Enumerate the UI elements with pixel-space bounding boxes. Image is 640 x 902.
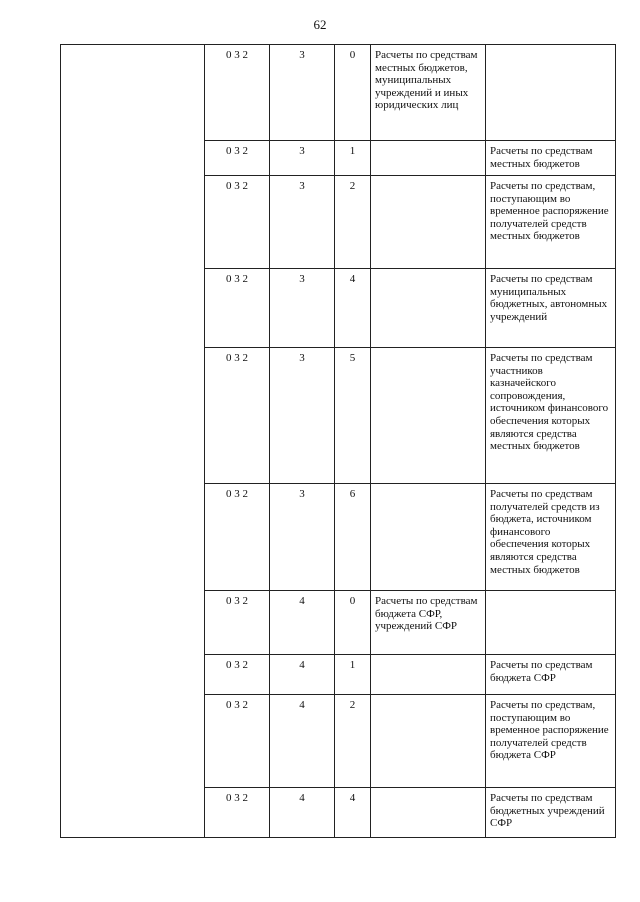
code-cell: 0 3 2 xyxy=(205,655,270,695)
subgroup-cell: 6 xyxy=(335,484,371,591)
page-number: 62 xyxy=(313,17,327,32)
subaccount-name-cell: Расчеты по средствам муниципальных бюджетных, автономных учреждений xyxy=(486,269,616,348)
subaccount-name-cell xyxy=(486,591,616,655)
subgroup-cell: 0 xyxy=(335,591,371,655)
account-name-cell xyxy=(371,269,486,348)
group-cell: 4 xyxy=(270,591,335,655)
subaccount-name-cell xyxy=(486,45,616,141)
subgroup-cell: 4 xyxy=(335,788,371,838)
subaccount-name-cell: Расчеты по средствам бюджетных учреждений СФР xyxy=(486,788,616,838)
account-name-cell xyxy=(371,141,486,176)
account-name-cell xyxy=(371,176,486,269)
subaccount-name-cell: Расчеты по средствам получателей средств из бюджета, источником финансового обеспечения которых являются средства местных бюджетов xyxy=(486,484,616,591)
table-row xyxy=(61,45,616,141)
subaccount-name-cell: Расчеты по средствам местных бюджетов xyxy=(486,141,616,176)
subgroup-cell: 2 xyxy=(335,176,371,269)
group-cell: 3 xyxy=(270,348,335,484)
document-table xyxy=(60,44,616,838)
account-name-cell xyxy=(371,484,486,591)
subaccount-name-cell: Расчеты по средствам участников казначейского сопровождения, источником финансового обеспечения которых являются средства местных бюджетов xyxy=(486,348,616,484)
code-cell: 0 3 2 xyxy=(205,269,270,348)
account-name-cell xyxy=(371,655,486,695)
account-name-cell: Расчеты по средствам бюджета СФР, учреждений СФР xyxy=(371,591,486,655)
group-cell: 3 xyxy=(270,484,335,591)
subgroup-cell: 1 xyxy=(335,141,371,176)
group-cell: 3 xyxy=(270,269,335,348)
subaccount-name-cell: Расчеты по средствам, поступающим во временное распоряжение получателей средств бюджета СФР xyxy=(486,695,616,788)
empty-left-column xyxy=(61,45,205,838)
account-name-cell xyxy=(371,348,486,484)
subgroup-cell: 4 xyxy=(335,269,371,348)
group-cell: 4 xyxy=(270,695,335,788)
group-cell: 3 xyxy=(270,141,335,176)
account-name-cell: Расчеты по средствам местных бюджетов, муниципальных учреждений и иных юридических лиц xyxy=(371,45,486,141)
code-cell: 0 3 2 xyxy=(205,484,270,591)
subgroup-cell: 0 xyxy=(335,45,371,141)
account-name-cell xyxy=(371,695,486,788)
group-cell: 4 xyxy=(270,655,335,695)
code-cell: 0 3 2 xyxy=(205,176,270,269)
subgroup-cell: 1 xyxy=(335,655,371,695)
code-cell: 0 3 2 xyxy=(205,348,270,484)
account-name-cell xyxy=(371,788,486,838)
subgroup-cell: 5 xyxy=(335,348,371,484)
subaccount-name-cell: Расчеты по средствам, поступающим во временное распоряжение получателей средств местных бюджетов xyxy=(486,176,616,269)
subgroup-cell: 2 xyxy=(335,695,371,788)
code-cell: 0 3 2 xyxy=(205,695,270,788)
group-cell: 3 xyxy=(270,176,335,269)
code-cell: 0 3 2 xyxy=(205,591,270,655)
code-cell: 0 3 2 xyxy=(205,45,270,141)
code-cell: 0 3 2 xyxy=(205,788,270,838)
group-cell: 3 xyxy=(270,45,335,141)
subaccount-name-cell: Расчеты по средствам бюджета СФР xyxy=(486,655,616,695)
code-cell: 0 3 2 xyxy=(205,141,270,176)
group-cell: 4 xyxy=(270,788,335,838)
